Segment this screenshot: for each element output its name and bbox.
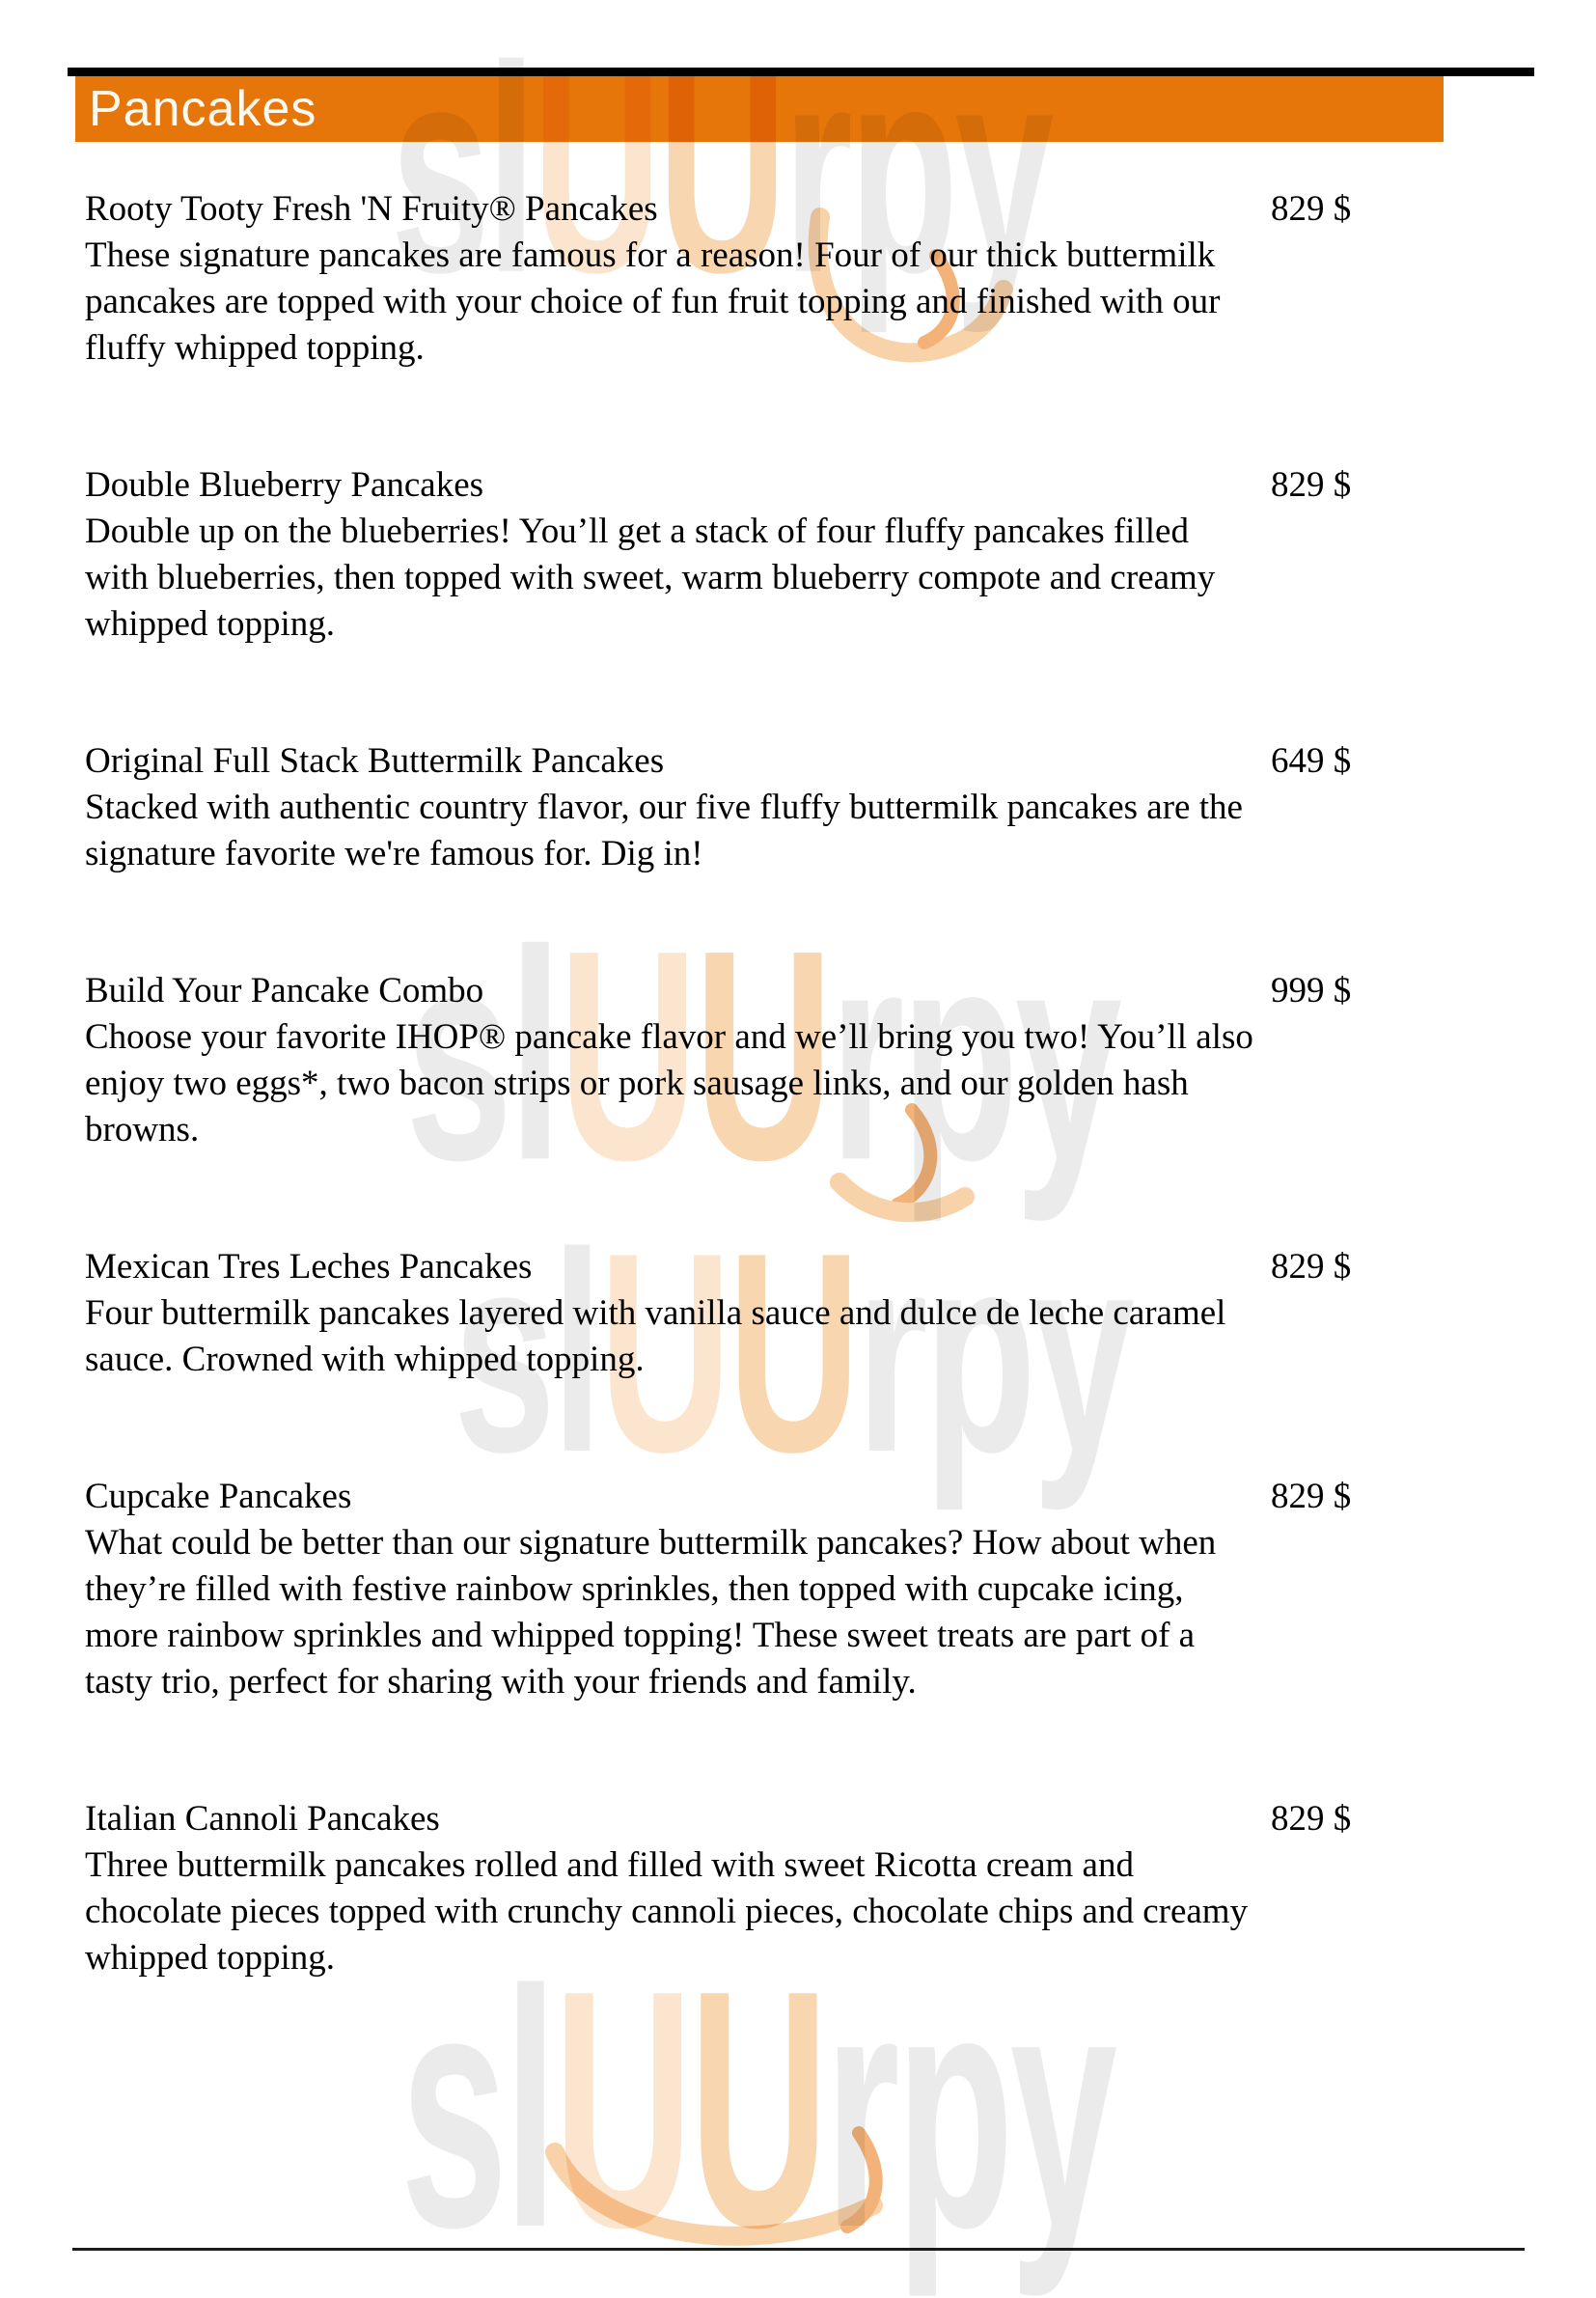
watermark-letter: U	[553, 1922, 690, 2298]
watermark-letter: U	[532, 6, 658, 335]
watermark-letter: U	[694, 889, 830, 1224]
watermark-letter: p	[849, 6, 955, 335]
item-name: Italian Cannoli Pancakes	[85, 1799, 440, 1839]
watermark-letter: p	[900, 889, 1015, 1224]
watermark-letter: U	[728, 1194, 857, 1512]
item-description: Four buttermilk pancakes layered with vanilla sauce and dulce de leche caramel sauce. Crowned with whipped topping.	[85, 1293, 1226, 1379]
item-name: Cupcake Pancakes	[85, 1477, 352, 1516]
watermark-letter: y	[1014, 889, 1118, 1224]
watermark-letter: s	[405, 889, 509, 1224]
watermark-letter: U	[657, 6, 784, 335]
menu-item	[85, 1796, 1352, 1981]
item-description: These signature pancakes are famous for a reason! Four of our thick buttermilk pancakes are topped with your choice of fun fruit topping and finished with our fluffy whipped topping.	[85, 235, 1221, 368]
watermark-letter: s	[391, 6, 487, 335]
watermark-letter: l	[486, 6, 533, 335]
watermark-letter: U	[558, 889, 695, 1224]
item-name: Original Full Stack Buttermilk Pancakes	[85, 741, 665, 781]
item-price: 829 $	[1271, 1247, 1352, 1287]
item-price: 829 $	[1271, 465, 1352, 505]
item-description: Double up on the blueberries! You’ll get a stack of four fluffy pancakes filled with blueberries, then topped with sweet, warm blueberry compote and creamy whipped topping.	[85, 512, 1216, 644]
menu-item	[85, 462, 1352, 648]
item-description: Stacked with authentic country flavor, our five fluffy buttermilk pancakes are the signature favorite we're famous for. Dig in!	[85, 788, 1243, 873]
bottom-divider-rule	[72, 2248, 1525, 2251]
watermark-letter: p	[923, 1194, 1033, 1512]
watermark-letter: y	[954, 6, 1051, 335]
item-description: Three buttermilk pancakes rolled and filled with sweet Ricotta cream and chocolate pieces topped with crunchy cannoli pieces, chocolate chips and creamy whipped topping.	[85, 1845, 1249, 1978]
menu-item	[85, 1244, 1352, 1383]
watermark-letter: s	[400, 1922, 505, 2298]
watermark-letter: U	[689, 1922, 825, 2298]
item-description: What could be better than our signature buttermilk pancakes? How about when they’re filled with festive rainbow sprinkles, then topped with cupcake icing, more rainbow sprinkles and whipped topping! These sweet treats are part of a tasty trio, perfect for sharing with your friends and family.	[85, 1523, 1217, 1702]
item-price: 999 $	[1271, 971, 1352, 1011]
watermark-letter: r	[824, 1922, 896, 2298]
watermark-letter: y	[1009, 1922, 1114, 2298]
menu-item	[85, 1474, 1352, 1705]
menu-item	[85, 968, 1352, 1153]
item-name: Rooty Tooty Fresh 'N Fruity® Pancakes	[85, 189, 658, 229]
section-header	[75, 76, 1444, 142]
section-title: Pancakes	[89, 81, 317, 137]
item-price: 829 $	[1271, 1477, 1352, 1516]
watermark-letter: r	[856, 1194, 924, 1512]
item-price: 649 $	[1271, 741, 1352, 781]
item-price: 829 $	[1271, 1799, 1352, 1839]
watermark-letter: l	[551, 1194, 599, 1512]
watermark-letter: U	[598, 1194, 729, 1512]
watermark-letter: p	[895, 1922, 1010, 2298]
watermark-letter: l	[504, 1922, 554, 2298]
watermark-swoosh-icon	[540, 2118, 946, 2263]
top-divider-bar	[68, 68, 1534, 76]
item-name: Build Your Pancake Combo	[85, 971, 484, 1011]
item-price: 829 $	[1271, 189, 1352, 229]
menu-list	[85, 186, 1352, 2072]
watermark-letter: r	[783, 6, 850, 335]
menu-item	[85, 738, 1352, 877]
item-description: Choose your favorite IHOP® pancake flavor and we’ll bring you two! You’ll also enjoy two eggs*, two bacon strips or pork sausage links, and our golden hash browns.	[85, 1017, 1253, 1149]
watermark-letter: s	[454, 1194, 552, 1512]
menu-item	[85, 186, 1352, 372]
watermark-letter: l	[509, 889, 559, 1224]
item-name: Mexican Tres Leches Pancakes	[85, 1247, 533, 1287]
watermark-letter: y	[1032, 1194, 1131, 1512]
item-name: Double Blueberry Pancakes	[85, 465, 484, 505]
watermark-letter: r	[829, 889, 901, 1224]
